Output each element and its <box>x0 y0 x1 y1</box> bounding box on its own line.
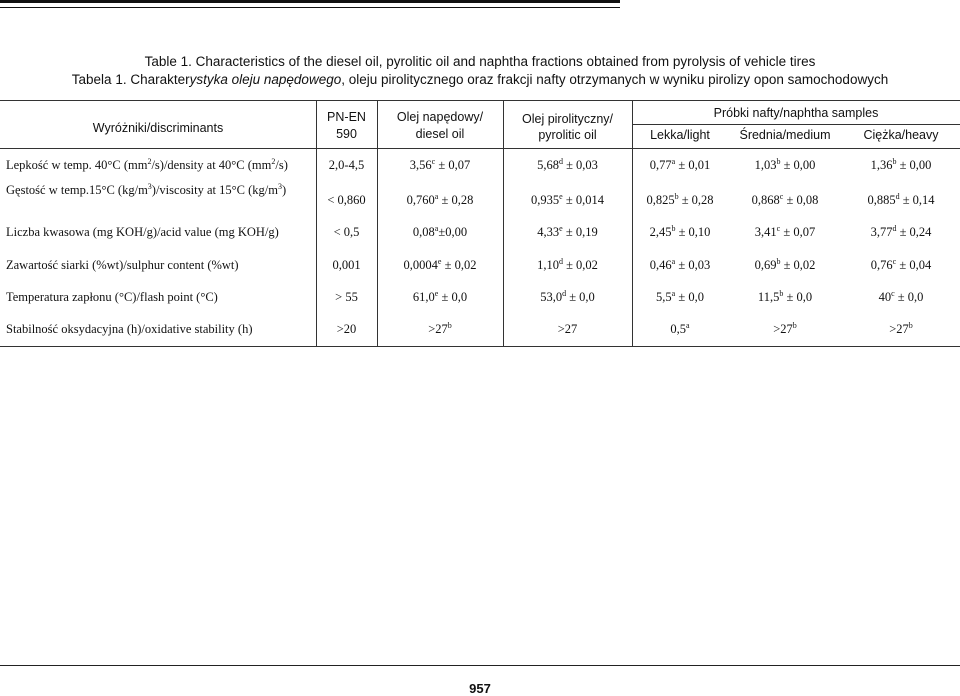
caption-pl-suffix: , oleju pirolitycznego oraz frakcji nafty otrzymanych w wyniku pirolizy opon samochodowych <box>341 72 889 87</box>
row-label <box>6 290 218 305</box>
cell-significance-letter: e <box>559 191 563 201</box>
table-cell <box>377 158 503 173</box>
table-cell <box>632 290 728 305</box>
cell-significance-letter: b <box>776 256 781 266</box>
cell-deviation: ± 0,02 <box>441 258 477 272</box>
cell-deviation: ± 0,10 <box>675 225 711 239</box>
cell-significance-letter: b <box>792 320 797 330</box>
table-cell <box>842 158 960 173</box>
table-cell <box>842 290 960 305</box>
table-cell <box>377 258 503 273</box>
table-cell <box>377 193 503 208</box>
label-text: Temperatura zapłonu (°C)/flash point (°C) <box>6 290 218 304</box>
header-light: Lekka/light <box>650 128 710 142</box>
table-cell <box>842 258 960 273</box>
cell-significance-letter: b <box>776 156 781 166</box>
table-cell <box>316 158 377 173</box>
table-bottom-rule <box>0 346 960 347</box>
cell-deviation: ± 0,08 <box>783 193 819 207</box>
cell-significance-letter: b <box>674 191 679 201</box>
label-superscript: 3 <box>147 181 152 191</box>
cell-deviation: ± 0,03 <box>562 158 598 172</box>
cell-significance-letter: b <box>671 223 676 233</box>
cell-deviation: ± 0,03 <box>675 258 711 272</box>
cell-significance-letter: b <box>908 320 913 330</box>
top-rule <box>0 0 620 8</box>
cell-significance-letter: c <box>891 288 895 298</box>
label-text: )/viscosity at 15°C (kg/m <box>151 183 278 197</box>
table-cell <box>316 290 377 305</box>
cell-significance-letter: a <box>671 288 676 298</box>
cell-value: 0,885 <box>867 193 896 207</box>
cell-value: 5,68 <box>537 158 559 172</box>
cell-value: 2,0-4,5 <box>328 158 365 172</box>
cell-deviation: ± 0,014 <box>562 193 604 207</box>
cell-deviation: ± 0,02 <box>562 258 598 272</box>
cell-significance-letter: e <box>559 223 563 233</box>
table-caption-polish <box>0 72 960 87</box>
table-cell <box>316 193 377 208</box>
label-text: Liczba kwasowa (mg KOH/g)/acid value (mg KOH/g) <box>6 225 279 239</box>
header-pyrolitic-line2: pyrolitic oil <box>538 128 597 142</box>
cell-value: 2,45 <box>649 225 672 239</box>
cell-value: >27 <box>428 322 448 336</box>
table-cell <box>728 158 842 173</box>
cell-value: 3,41 <box>754 225 777 239</box>
naphtha-group-rule <box>632 124 960 125</box>
table-cell <box>503 322 632 337</box>
cell-value: >27 <box>889 322 909 336</box>
table-caption-english: Table 1. Characteristics of the diesel oil, pyrolitic oil and naphtha fractions obtained from pyrolysis of vehicle tires <box>144 54 816 69</box>
cell-deviation: ± 0,28 <box>678 193 714 207</box>
cell-value: < 0,860 <box>327 193 366 207</box>
cell-significance-letter: d <box>562 288 567 298</box>
table-cell <box>503 158 632 173</box>
cell-deviation: ± 0,00 <box>896 158 932 172</box>
cell-value: 0,868 <box>751 193 780 207</box>
cell-value: >27 <box>773 322 793 336</box>
cell-significance-letter: c <box>892 256 897 266</box>
label-text: Lepkość w temp. 40°C (mm <box>6 158 148 172</box>
cell-deviation: ± 0,02 <box>780 258 816 272</box>
cell-value: 0,46 <box>649 258 672 272</box>
header-pnen-line1: PN-EN <box>327 110 366 124</box>
table-cell <box>316 322 377 337</box>
row-label <box>6 258 239 273</box>
cell-significance-letter: a <box>671 156 676 166</box>
table-cell <box>728 193 842 208</box>
table-cell <box>377 322 503 337</box>
table-cell <box>632 193 728 208</box>
label-text: ) <box>281 183 287 197</box>
row-label <box>6 158 288 173</box>
cell-value: 5,5 <box>656 290 672 304</box>
table-cell <box>377 290 503 305</box>
cell-deviation: ± 0,24 <box>896 225 932 239</box>
cell-value: 3,77 <box>870 225 893 239</box>
cell-deviation: ± 0,00 <box>780 158 816 172</box>
cell-significance-letter: b <box>447 320 452 330</box>
table-cell <box>842 322 960 337</box>
cell-significance-letter: d <box>892 223 897 233</box>
label-superscript: 2 <box>147 156 152 166</box>
caption-pl-prefix: Tabela 1. Charakter <box>71 72 190 87</box>
label-text: Zawartość siarki (%wt)/sulphur content (%wt) <box>6 258 239 272</box>
cell-deviation: ± 0,0 <box>783 290 813 304</box>
row-label <box>6 322 252 337</box>
table-cell <box>728 225 842 240</box>
cell-value: > 55 <box>335 290 358 304</box>
cell-significance-letter: a <box>434 191 439 201</box>
cell-value: 0,001 <box>332 258 361 272</box>
cell-significance-letter: d <box>895 191 900 201</box>
label-text: /s)/density at 40°C (mm <box>151 158 272 172</box>
cell-value: < 0,5 <box>333 225 360 239</box>
table-cell <box>377 225 503 240</box>
cell-value: 0,760 <box>406 193 435 207</box>
cell-value: 1,36 <box>870 158 893 172</box>
cell-deviation: ± 0,07 <box>780 225 816 239</box>
table-cell <box>316 258 377 273</box>
table-cell <box>632 225 728 240</box>
table-cell <box>728 290 842 305</box>
row-label <box>6 225 279 240</box>
table-cell <box>728 258 842 273</box>
cell-value: 0,76 <box>870 258 893 272</box>
cell-value: 1,03 <box>754 158 777 172</box>
cell-value: >20 <box>336 322 357 336</box>
table-cell <box>632 158 728 173</box>
cell-deviation: ± 0,01 <box>675 158 711 172</box>
header-diesel-line2: diesel oil <box>415 127 465 141</box>
row-label <box>6 183 286 198</box>
cell-deviation: ± 0,0 <box>675 290 704 304</box>
caption-pl-italic: ystyka oleju napędowego <box>189 72 342 87</box>
cell-significance-letter: c <box>431 156 436 166</box>
header-pyrolitic-line1: Olej pirolityczny/ <box>522 112 613 126</box>
cell-significance-letter: e <box>437 256 442 266</box>
table-cell <box>632 258 728 273</box>
cell-deviation: ± 0,14 <box>899 193 935 207</box>
header-naphtha-samples: Próbki nafty/naphtha samples <box>713 106 879 120</box>
cell-value: 53,0 <box>540 290 563 304</box>
label-text: Gęstość w temp.15°C (kg/m <box>6 183 148 197</box>
cell-deviation: ± 0,0 <box>566 290 595 304</box>
header-medium: Średnia/medium <box>739 128 831 142</box>
header-diesel-line1: Olej napędowy/ <box>396 110 484 124</box>
cell-deviation: ± 0,0 <box>438 290 468 304</box>
label-text: /s) <box>275 158 288 172</box>
cell-value: 11,5 <box>757 290 780 304</box>
table-cell <box>632 322 728 337</box>
header-discriminants: Wyróżniki/discriminants <box>92 121 224 135</box>
cell-value: 61,0 <box>412 290 435 304</box>
table-cell <box>842 193 960 208</box>
cell-value: 3,56 <box>409 158 432 172</box>
cell-significance-letter: b <box>892 156 897 166</box>
cell-value: 0,935 <box>531 193 560 207</box>
table-cell <box>728 322 842 337</box>
label-superscript: 2 <box>271 156 276 166</box>
cell-value: 4,33 <box>537 225 560 239</box>
cell-significance-letter: e <box>434 288 439 298</box>
cell-deviation: ± 0,19 <box>562 225 598 239</box>
table-cell <box>503 225 632 240</box>
table-cell <box>503 193 632 208</box>
table-cell <box>503 258 632 273</box>
cell-value: >27 <box>557 322 578 336</box>
header-pnen-line2: 590 <box>336 127 357 141</box>
table-cell <box>842 225 960 240</box>
page-number: 957 <box>469 681 491 696</box>
cell-significance-letter: a <box>434 223 439 233</box>
label-text: Stabilność oksydacyjna (h)/oxidative stability (h) <box>6 322 253 336</box>
cell-deviation: ± 0,04 <box>896 258 932 272</box>
cell-deviation: ±0,00 <box>438 225 468 239</box>
cell-deviation: ± 0,0 <box>894 290 924 304</box>
cell-significance-letter: c <box>779 191 784 201</box>
cell-significance-letter: a <box>686 320 690 330</box>
cell-value: 0,77 <box>649 158 672 172</box>
cell-value: 1,10 <box>537 258 559 272</box>
header-bottom-rule <box>0 148 960 149</box>
cell-significance-letter: a <box>671 256 676 266</box>
cell-significance-letter: d <box>558 156 563 166</box>
table-top-rule <box>0 100 960 101</box>
cell-value: 0,08 <box>412 225 435 239</box>
cell-value: 0,0004 <box>403 258 438 272</box>
cell-value: 0,825 <box>646 193 675 207</box>
cell-value: 0,5 <box>670 322 687 336</box>
footer-rule <box>0 665 960 666</box>
cell-significance-letter: c <box>776 223 781 233</box>
cell-value: 40 <box>878 290 892 304</box>
table-cell <box>316 225 377 240</box>
cell-significance-letter: b <box>779 288 784 298</box>
cell-deviation: ± 0,28 <box>438 193 474 207</box>
cell-value: 0,69 <box>754 258 777 272</box>
table-cell <box>503 290 632 305</box>
cell-significance-letter: d <box>558 256 563 266</box>
cell-deviation: ± 0,07 <box>435 158 471 172</box>
label-superscript: 3 <box>277 181 282 191</box>
header-heavy: Ciężka/heavy <box>863 128 939 142</box>
